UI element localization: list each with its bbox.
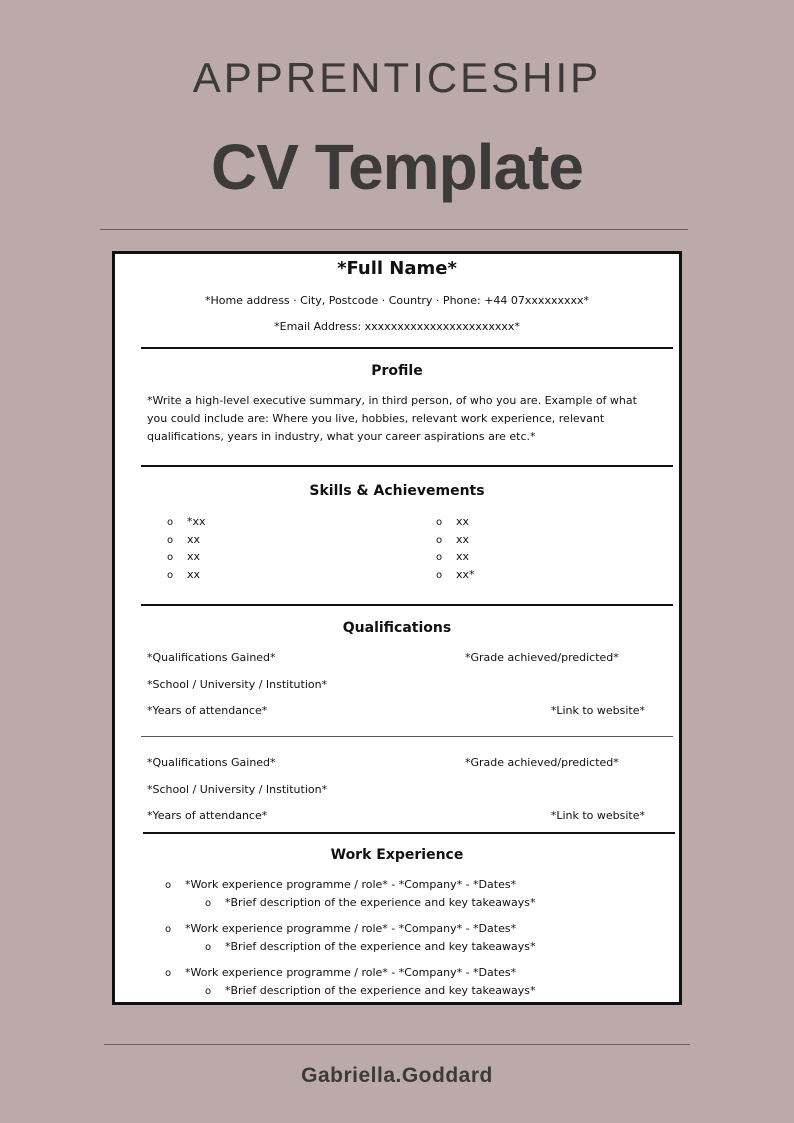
work-title: Work Experience [330, 847, 464, 863]
cv-contact-email: *Email Address: xxxxxxxxxxxxxxxxxxxxxxx* [274, 320, 520, 333]
list-item: o *xx [167, 513, 206, 531]
profile-text: *Write a high-level executive summary, in third person, of who you are. Example of what you could include are: Where you live, hobbies, relevant work experience, relevant qualifications, years in industry, what your career aspirations are etc.* [147, 394, 637, 443]
divider [141, 736, 673, 737]
top-divider [100, 229, 688, 230]
qualification-gained: *Qualifications Gained* [147, 651, 276, 664]
qualification-grade: *Grade achieved/predicted* [465, 756, 619, 769]
work-role: o *Work experience programme / role* - *Company* - *Dates* [165, 876, 645, 894]
qualifications-title: Qualifications [342, 620, 452, 636]
list-item: o xx [167, 531, 206, 549]
bottom-divider [104, 1044, 690, 1045]
divider [141, 604, 673, 606]
qualification-years: *Years of attendance* [147, 809, 268, 822]
qualification-link: *Link to website* [550, 704, 645, 717]
work-role: o *Work experience programme / role* - *Company* - *Dates* [165, 920, 645, 938]
work-item [165, 920, 645, 956]
qualification-years: *Years of attendance* [147, 704, 268, 717]
work-description: o *Brief description of the experience and key takeaways* [165, 982, 645, 1000]
qualification-school: *School / University / Institution* [147, 783, 328, 796]
profile-title: Profile [371, 363, 423, 379]
cv-contact-address: *Home address · City, Postcode · Country · Phone: +44 07xxxxxxxxx* [204, 294, 590, 307]
work-role: o *Work experience programme / role* - *Company* - *Dates* [165, 964, 645, 982]
work-description: o *Brief description of the experience and key takeaways* [165, 938, 645, 956]
qualification-grade: *Grade achieved/predicted* [465, 651, 619, 664]
page-kicker: APPRENTICESHIP [192, 54, 602, 101]
work-item [165, 964, 645, 1000]
page-title: CV Template [211, 131, 583, 203]
list-item: o xx [436, 548, 475, 566]
qualification-school: *School / University / Institution* [147, 678, 328, 691]
qualification-gained: *Qualifications Gained* [147, 756, 276, 769]
cv-full-name: *Full Name* [337, 258, 457, 279]
divider [141, 347, 673, 349]
list-item: o xx [167, 566, 206, 584]
list-item: o xx* [436, 566, 475, 584]
list-item: o xx [167, 548, 206, 566]
divider [141, 465, 673, 467]
qualification-link: *Link to website* [550, 809, 645, 822]
skills-list-left [167, 513, 206, 583]
work-description: o *Brief description of the experience and key takeaways* [165, 894, 645, 912]
cv-sheet [112, 251, 682, 1005]
work-item [165, 876, 645, 912]
skills-title: Skills & Achievements [309, 483, 485, 499]
list-item: o xx [436, 513, 475, 531]
list-item: o xx [436, 531, 475, 549]
footer-brand: Gabriella.Goddard [301, 1064, 493, 1087]
skills-list-right [436, 513, 475, 583]
divider [143, 832, 675, 834]
